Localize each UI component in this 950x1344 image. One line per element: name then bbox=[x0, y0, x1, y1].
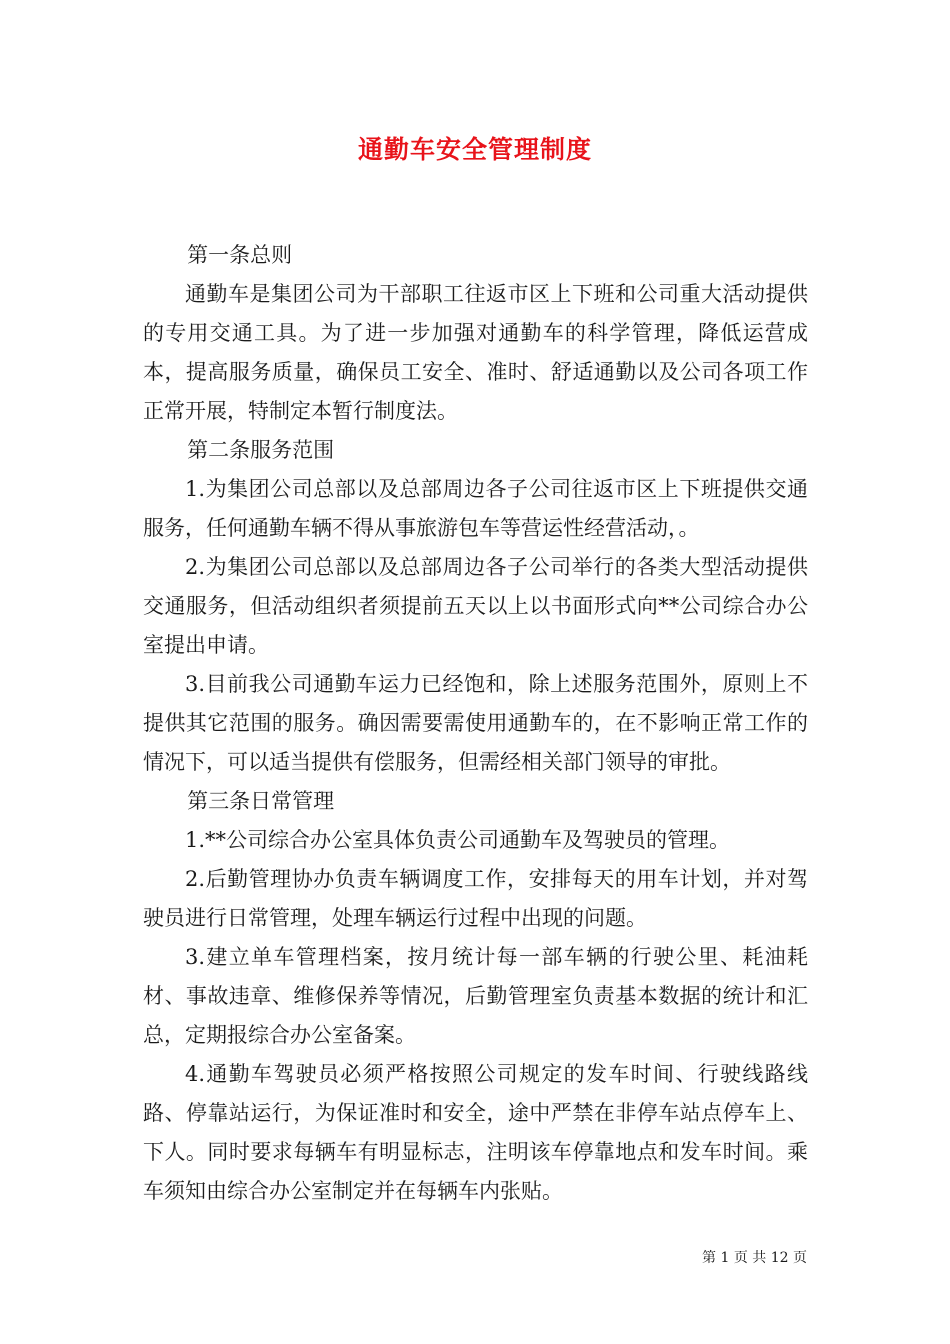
paragraph-daily-item-1: 1.**公司综合办公室具体负责公司通勤车及驾驶员的管理。 bbox=[185, 828, 731, 852]
document-body bbox=[143, 236, 808, 1211]
section-heading-daily-management: 第三条日常管理 bbox=[187, 789, 335, 813]
page-number-footer: 第 1 页 共 12 页 bbox=[702, 1250, 807, 1266]
paragraph-daily-item-4: 4.通勤车驾驶员必须严格按照公司规定的发车时间、行驶线路线路、停靠站运行，为保证准时和安全，途中严禁在非停车站点停车上、下人。同时要求每辆车有明显标志，注明该车停靠地点和发车时间。乘车须知由综合办公室制定并在每辆车内张贴。 bbox=[143, 1062, 808, 1203]
paragraph-scope-item-2: 2.为集团公司总部以及总部周边各子公司举行的各类大型活动提供交通服务，但活动组织者须提前五天以上以书面形式向**公司综合办公室提出申请。 bbox=[143, 555, 808, 657]
paragraph-general-intro: 通勤车是集团公司为干部职工往返市区上下班和公司重大活动提供的专用交通工具。为了进一步加强对通勤车的科学管理，降低运营成本，提高服务质量，确保员工安全、准时、舒适通勤以及公司各项工作正常开展，特制定本暂行制度法。 bbox=[143, 282, 808, 423]
paragraph-scope-item-1: 1.为集团公司总部以及总部周边各子公司往返市区上下班提供交通服务，任何通勤车辆不得从事旅游包车等营运性经营活动，。 bbox=[143, 477, 808, 540]
paragraph-daily-item-2: 2.后勤管理协办负责车辆调度工作，安排每天的用车计划，并对驾驶员进行日常管理，处理车辆运行过程中出现的问题。 bbox=[143, 867, 808, 930]
section-heading-service-scope: 第二条服务范围 bbox=[187, 438, 335, 462]
document-title: 通勤车安全管理制度 bbox=[357, 135, 592, 164]
paragraph-daily-item-3: 3.建立单车管理档案，按月统计每一部车辆的行驶公里、耗油耗材、事故违章、维修保养等情况，后勤管理室负责基本数据的统计和汇总，定期报综合办公室备案。 bbox=[143, 945, 808, 1047]
section-heading-general: 第一条总则 bbox=[187, 243, 293, 267]
paragraph-scope-item-3: 3.目前我公司通勤车运力已经饱和，除上述服务范围外，原则上不提供其它范围的服务。确因需要需使用通勤车的，在不影响正常工作的情况下，可以适当提供有偿服务，但需经相关部门领导的审批。 bbox=[143, 672, 808, 774]
